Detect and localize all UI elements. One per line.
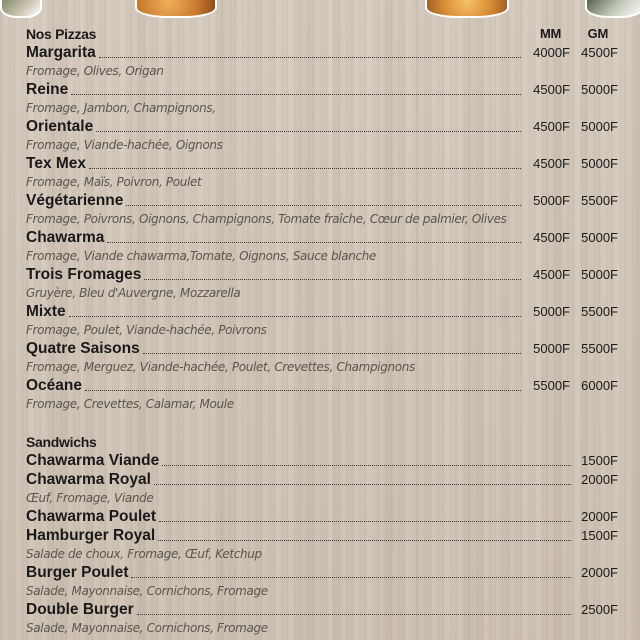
menu-item-row: [26, 43, 618, 62]
price-mm: 4000F: [533, 45, 570, 60]
item-name: Burger Poulet: [26, 564, 129, 581]
item-name: Mixte: [26, 303, 66, 320]
item-description: Fromage, Poivrons, Oignons, Champignons, Tomate fraîche, Cœur de palmier, Olives: [26, 212, 507, 226]
item-price: 2000F: [581, 565, 618, 580]
price-gm: 6000F: [581, 378, 618, 393]
menu-item: [26, 43, 618, 80]
food-photo: [425, 0, 509, 18]
dot-leader: [158, 540, 571, 541]
menu-item-row: [26, 339, 618, 358]
item-price: 1500F: [581, 453, 618, 468]
dot-leader: [107, 242, 521, 243]
item-name: Double Burger: [26, 601, 134, 618]
menu-item-row: [26, 451, 618, 470]
dot-leader: [137, 614, 571, 615]
price-mm: 4500F: [533, 119, 570, 134]
item-description: Fromage, Crevettes, Calamar, Moule: [26, 397, 234, 411]
dot-leader: [154, 484, 571, 485]
item-price: 2000F: [581, 472, 618, 487]
item-description: Salade, Mayonnaise, Cornichons, Fromage: [26, 621, 268, 635]
dot-leader: [71, 94, 521, 95]
item-name: Trois Fromages: [26, 266, 142, 283]
menu-item-row: [26, 265, 618, 284]
menu-item-row: [26, 507, 618, 526]
menu-item: [26, 302, 618, 339]
food-photo: [0, 0, 42, 18]
dot-leader: [126, 205, 521, 206]
menu-item: [26, 265, 618, 302]
item-name: Océane: [26, 377, 83, 394]
price-gm: 5500F: [581, 193, 618, 208]
item-name: Margarita: [26, 44, 96, 61]
menu-item: [26, 339, 618, 376]
menu-item: [26, 228, 618, 265]
dot-leader: [89, 168, 521, 169]
menu-item: [26, 80, 618, 117]
menu-item-row: [26, 470, 618, 489]
price-gm: 5000F: [581, 156, 618, 171]
menu-item: [26, 600, 618, 637]
item-name: Tex Mex: [26, 155, 87, 172]
dot-leader: [131, 577, 571, 578]
menu-item: [26, 117, 618, 154]
menu-item: [26, 451, 618, 470]
sandwich-section: [26, 433, 618, 637]
menu-item-row: [26, 191, 618, 210]
menu-item-row: [26, 117, 618, 136]
sandwich-list: [26, 451, 618, 637]
item-name: Chawarma Viande: [26, 452, 160, 469]
menu-item: [26, 507, 618, 526]
item-name: Reine: [26, 81, 69, 98]
item-description: Fromage, Viande chawarma,Tomate, Oignons, Sauce blanche: [26, 249, 377, 263]
item-price: 2000F: [581, 509, 618, 524]
price-mm: 5000F: [533, 304, 570, 319]
dot-leader: [143, 353, 521, 354]
price-mm: 4500F: [533, 267, 570, 282]
pizza-section: [26, 25, 618, 413]
item-description: Fromage, Merguez, Viande-hachée, Poulet, Crevettes, Champignons: [26, 360, 415, 374]
price-gm: 5000F: [581, 119, 618, 134]
price-mm: 4500F: [533, 230, 570, 245]
item-price: 1500F: [581, 528, 618, 543]
menu-item-row: [26, 526, 618, 545]
item-description: Œuf, Fromage, Viande: [26, 491, 154, 505]
item-name: Chawarma Poulet: [26, 508, 157, 525]
item-description: Fromage, Poulet, Viande-hachée, Poivrons: [26, 323, 267, 337]
menu-item-row: [26, 563, 618, 582]
dot-leader: [69, 316, 521, 317]
price-mm: 4500F: [533, 156, 570, 171]
menu-item: [26, 563, 618, 600]
price-gm: 5000F: [581, 230, 618, 245]
item-description: Gruyère, Bleu d'Auvergne, Mozzarella: [26, 286, 241, 300]
dot-leader: [85, 390, 521, 391]
pizza-list: [26, 43, 618, 413]
price-mm: 5000F: [533, 341, 570, 356]
item-name: Chawarma Royal: [26, 471, 151, 488]
item-description: Fromage, Maïs, Poivron, Poulet: [26, 175, 202, 189]
section-title: Sandwichs: [26, 434, 97, 450]
price-gm: 5500F: [581, 304, 618, 319]
menu-item: [26, 526, 618, 563]
item-name: Chawarma: [26, 229, 105, 246]
food-photo: [585, 0, 640, 18]
menu-item-row: [26, 80, 618, 99]
section-title: Nos Pizzas: [26, 26, 97, 42]
column-header-mm: MM: [539, 26, 561, 41]
item-name: Quatre Saisons: [26, 340, 140, 357]
menu-item-row: [26, 600, 618, 619]
price-mm: 5000F: [533, 193, 570, 208]
menu-item-row: [26, 228, 618, 247]
item-description: Fromage, Jambon, Champignons,: [26, 101, 216, 115]
menu-item: [26, 191, 618, 228]
price-mm: 4500F: [533, 82, 570, 97]
menu-item: [26, 154, 618, 191]
food-photo: [135, 0, 217, 18]
dot-leader: [144, 279, 521, 280]
dot-leader: [162, 465, 571, 466]
dot-leader: [99, 57, 521, 58]
item-description: Fromage, Viande-hachée, Oignons: [26, 138, 223, 152]
price-gm: 5000F: [581, 82, 618, 97]
price-mm: 5500F: [533, 378, 570, 393]
item-name: Végétarienne: [26, 192, 124, 209]
price-gm: 5500F: [581, 341, 618, 356]
item-name: Orientale: [26, 118, 94, 135]
menu-item-row: [26, 154, 618, 173]
item-name: Hamburger Royal: [26, 527, 156, 544]
menu-item-row: [26, 376, 618, 395]
dot-leader: [159, 521, 571, 522]
price-gm: 5000F: [581, 267, 618, 282]
menu-item: [26, 470, 618, 507]
item-description: Fromage, Olives, Origan: [26, 64, 164, 78]
menu-item: [26, 376, 618, 413]
item-description: Salade de choux, Fromage, Œuf, Ketchup: [26, 547, 262, 561]
dot-leader: [96, 131, 521, 132]
column-header-gm: GM: [587, 26, 608, 41]
pizza-section-header: [26, 25, 618, 43]
price-gm: 4500F: [581, 45, 618, 60]
item-price: 2500F: [581, 602, 618, 617]
menu-item-row: [26, 302, 618, 321]
item-description: Salade, Mayonnaise, Cornichons, Fromage: [26, 584, 268, 598]
